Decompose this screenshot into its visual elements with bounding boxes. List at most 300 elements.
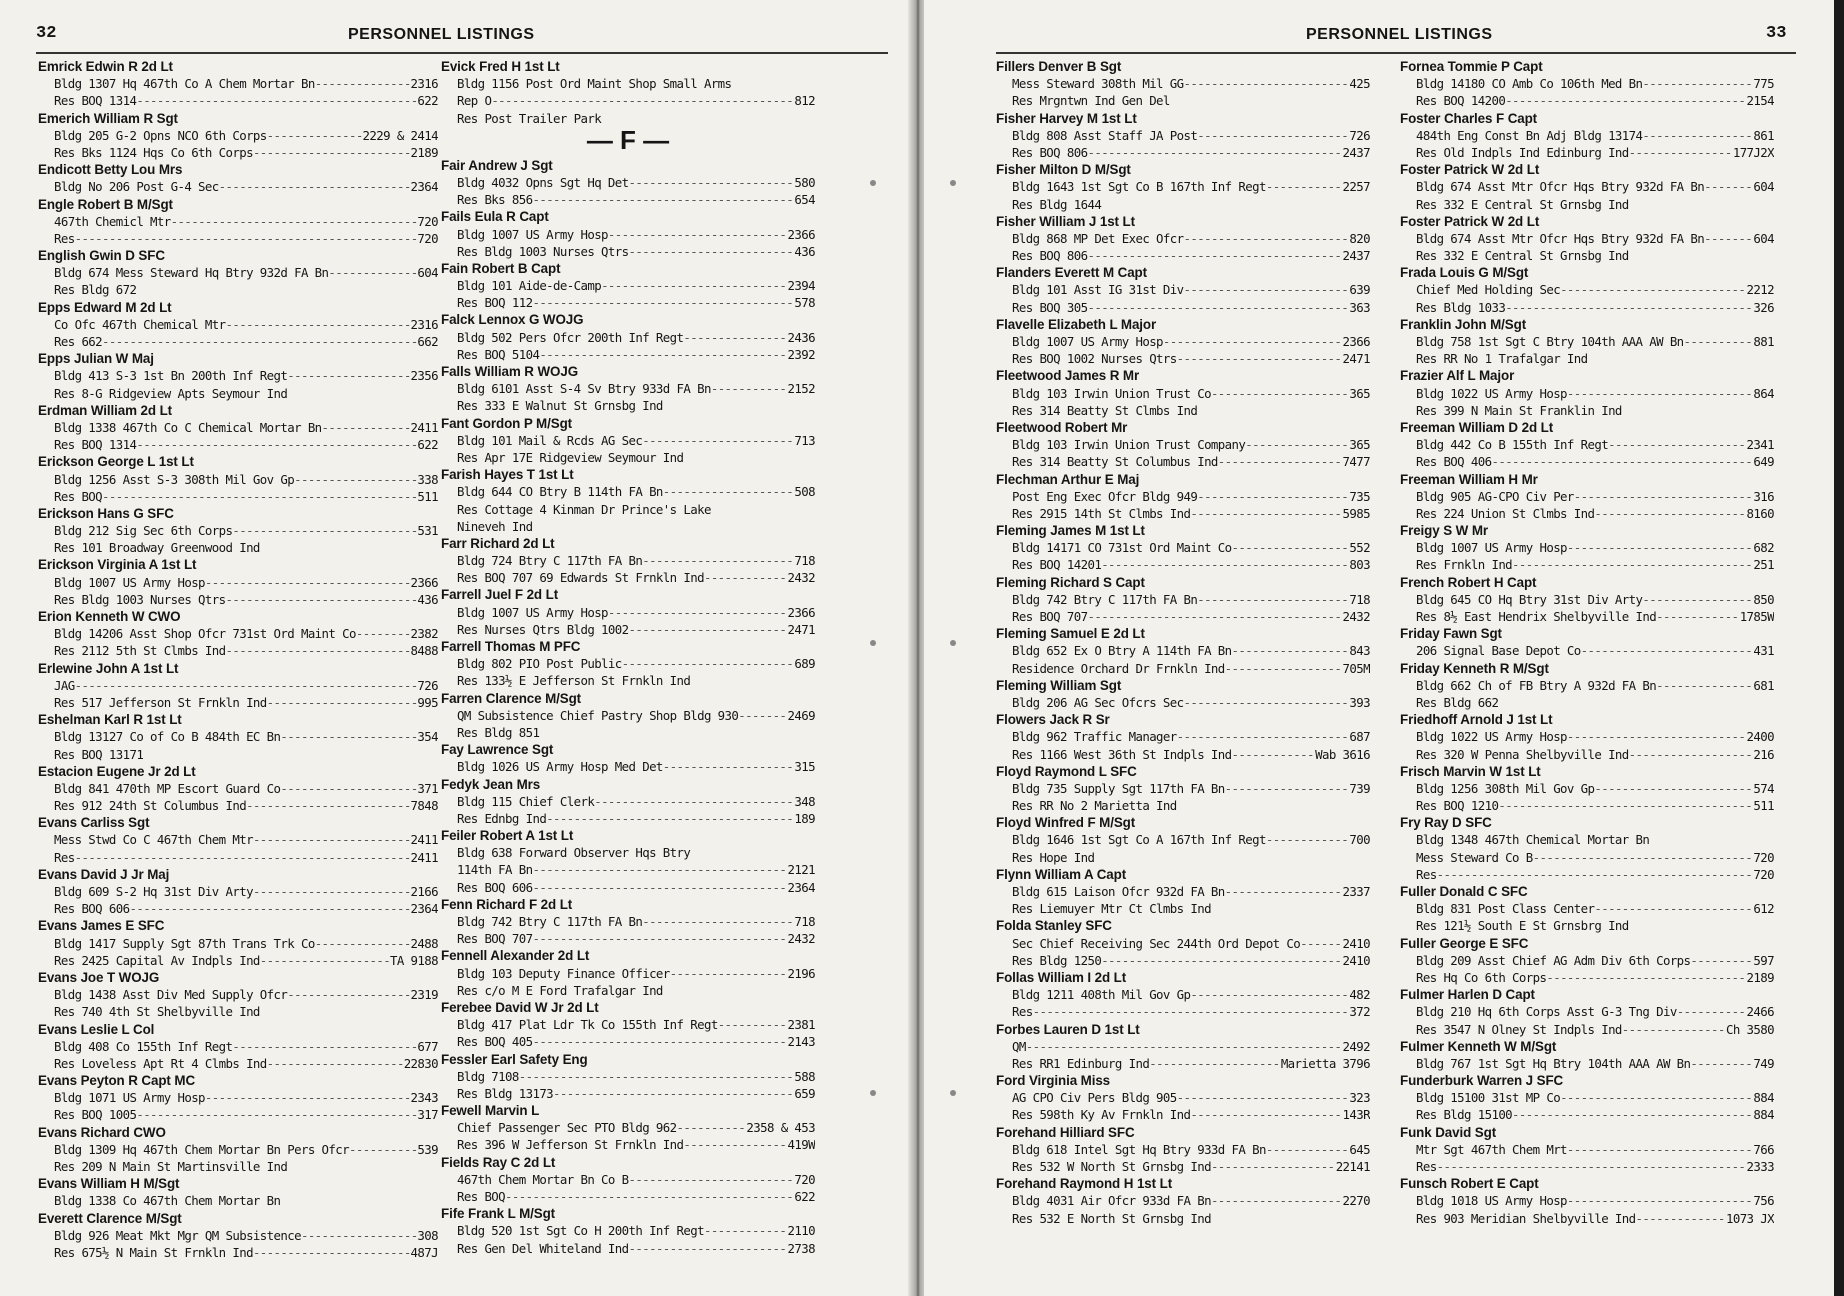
phone-extension: 735 [1349,488,1370,504]
phone-extension: 2166 [410,884,438,899]
entry-text: QM Subsistence Chief Pastry Shop Bldg 930 [457,707,739,723]
entry-text: Res BOQ 1005 [54,1107,137,1123]
listing-name: Fails Eula R Capt [441,209,549,225]
entry-text: Res BOQ [457,1189,506,1204]
dash-leader [1533,849,1754,866]
phone-extension: 884 [1753,1107,1774,1123]
phone-extension: 884 [1753,1090,1774,1106]
listing-entry [1400,969,1774,986]
listing-entry [996,935,1370,952]
dash-leader [1232,746,1316,763]
listing-entry [38,144,438,161]
entry-text: Res BOQ [54,488,103,504]
listing-name: Erlewine John A 1st Lt [38,660,179,676]
listing-entry [1400,1141,1774,1158]
phone-extension: 425 [1349,76,1370,92]
dash-leader [1033,1003,1350,1020]
entry-text: Res 314 Beatty St Columbus Ind [1012,454,1218,470]
listing-entry [996,900,1370,917]
entry-text: Bldg 868 MP Det Exec Ofcr [1012,230,1184,246]
dash-leader [1574,488,1754,505]
phone-extension: 2432 [787,570,815,586]
entry-text: Res Liemuyer Mtr Ct Clmbs Ind [1012,901,1211,917]
dash-leader [1594,780,1753,797]
dash-leader [642,552,794,569]
entry-text: Res 101 Broadway Greenwood Ind [54,540,260,556]
listing-entry [38,213,438,230]
dash-leader [1266,178,1343,195]
listing-name: Fisher Harvey M 1st Lt [996,110,1137,126]
entry-text: Res 740 4th St Shelbyville Ind [54,1004,260,1020]
listing-entry [38,1192,438,1209]
listing-entry [38,728,438,745]
entry-text: Res [54,849,75,865]
entry-text: Bldg 206 AG Sec Ofcrs Sec [1012,694,1184,710]
phone-extension: 317 [417,1107,438,1123]
listing-name: Feiler Robert A 1st Lt [441,828,574,844]
phone-extension: 2392 [787,346,815,362]
listing-entry [1400,591,1774,608]
entry-text: Bldg 1007 US Army Hosp [54,574,205,590]
dash-leader [642,432,794,449]
listing-name: Fenn Richard F 2d Lt [441,896,573,912]
listing-entry [441,380,815,397]
dash-leader [683,1136,787,1153]
dash-leader [1581,642,1754,659]
entry-text: Bldg 4032 Opns Sgt Hq Det [457,174,629,190]
phone-extension: 354 [417,729,438,745]
phone-extension: 622 [417,93,438,109]
entry-text: Nineveh Ind [457,518,533,534]
phone-extension: 2432 [787,931,815,947]
listing-entry [441,724,815,741]
dash-leader [677,1119,747,1136]
phone-extension: TA 9188 [389,952,438,968]
entry-text: Bldg 13127 Co of Co B 484th EC Bn [54,729,281,745]
listing-name: Foster Patrick W 2d Lt [1400,162,1540,178]
entry-text: Res 8-G Ridgeview Apts Seymour Ind [54,385,288,401]
listing-name: Flavelle Elizabeth L Major [996,316,1157,332]
listing-entry [1400,917,1774,934]
listing-entry [996,1038,1370,1055]
entry-text: Res 675½ N Main St Frnkln Ind [54,1244,253,1260]
phone-extension: 2366 [787,226,815,242]
entry-text: Bldg 767 1st Sgt Hq Btry 104th AAA AW Bn [1416,1055,1691,1071]
listing-entry [1400,694,1774,711]
entry-text: Res 2425 Capital Av Indpls Ind [54,952,260,968]
dash-leader [532,930,787,947]
listing-entry [1400,92,1774,109]
entry-text: Bldg 1026 US Army Hosp Med Det [457,759,663,775]
dash-leader [629,1171,795,1188]
dash-leader [1225,660,1343,677]
phone-extension: 365 [1349,385,1370,401]
entry-text: Bldg 413 S-3 1st Bn 200th Inf Regt [54,368,288,384]
listing-name: Erion Kenneth W CWO [38,609,181,624]
entry-text: Bldg 14171 CO 731st Ord Maint Co [1012,540,1232,556]
phone-extension: 812 [794,93,815,109]
entry-text: Res BOQ 707 69 Edwards St Frnkln Ind [457,570,704,586]
listing-entry [38,230,438,247]
listing-entry [996,402,1370,419]
phone-extension: 720 [417,213,438,229]
listing-entry [1400,1021,1774,1038]
dash-leader [136,1106,417,1123]
listing-name: Fant Gordon P M/Sgt [441,415,573,431]
listing-entry [38,952,438,969]
listing-name: Fulmer Kenneth W M/Sgt [1400,1038,1557,1054]
phone-extension: 308 [417,1227,438,1243]
dash-leader [491,92,794,109]
phone-extension: 622 [417,437,438,453]
phone-extension: 864 [1753,385,1774,401]
entry-text: Res Nurses Qtrs Bldg 1002 [457,621,629,637]
listing-name: Fleming Samuel E 2d Lt [996,626,1145,642]
phone-extension: 216 [1753,746,1774,762]
dash-leader [546,810,794,827]
listing-name: Ferebee David W Jr 2d Lt [441,999,599,1015]
listing-name: Fisher William J 1st Lt [996,213,1135,229]
entry-text: Res 2112 5th St Clmbs Ind [54,643,226,659]
listing-entry [1400,402,1774,419]
listing-name: Fillers Denver B Sgt [996,59,1122,74]
phone-extension: 756 [1753,1193,1774,1209]
dash-leader [75,677,418,694]
phone-extension: 2196 [787,965,815,981]
dash-leader [356,625,411,642]
listing-entry [38,900,438,917]
entry-text: Co Ofc 467th Chemical Mtr [54,316,226,332]
listing-entry [1400,642,1774,659]
phone-extension: 720 [417,230,438,246]
listing-entry [38,1106,438,1123]
dash-leader [226,642,411,659]
listing-name: Farren Clarence M/Sgt [441,690,582,706]
entry-text: Res Bldg 15100 [1416,1107,1513,1123]
listing-name: Fair Andrew J Sgt [441,157,553,173]
dash-leader [1704,230,1753,247]
listing-entry [441,913,815,930]
dash-leader [1266,831,1350,848]
listing-entry [441,758,815,775]
dash-leader [1594,505,1746,522]
entry-text: Res Bldg 672 [54,282,137,298]
listing-entry [996,75,1370,92]
listing-name: Falck Lennox G WOJG [441,312,584,328]
dash-leader [1512,1106,1753,1123]
entry-text: Res Bldg 1003 Nurses Qtrs [457,243,629,259]
phone-extension: 2410 [1342,952,1370,968]
listing-entry [441,432,815,449]
listing-name: Everett Clarence M/Sgt [38,1210,182,1226]
phone-extension: 2319 [410,987,438,1003]
phone-extension: 604 [1753,230,1774,246]
dash-leader [532,1033,787,1050]
dash-leader [1184,694,1350,711]
listing-entry [996,746,1370,763]
dash-leader [328,264,417,281]
listing-entry [996,694,1370,711]
dash-leader [1232,539,1350,556]
listing-entry [996,986,1370,1003]
entry-text: Bldg 210 Hq 6th Corps Asst G-3 Tng Div [1416,1004,1677,1020]
entry-text: Res BOQ 5104 [457,346,540,362]
dash-leader [75,849,411,866]
listing-entry [441,346,815,363]
listing-entry [441,1171,815,1188]
listing-entry [441,1016,815,1033]
listing-entry [38,367,438,384]
dash-leader [532,294,794,311]
listing-entry [1400,728,1774,745]
entry-text: Bldg 1256 308th Mil Gov Gp [1416,780,1595,796]
listing-entry [441,1085,815,1102]
phone-extension: 574 [1753,780,1774,796]
phone-extension: 843 [1349,643,1370,659]
phone-extension: 5985 [1342,505,1370,521]
entry-text: Mess Steward Co B [1416,849,1533,865]
listing-name: Follas William I 2d Lt [996,969,1127,985]
listing-name: Funk David Sgt [1400,1124,1497,1140]
dash-leader [136,92,417,109]
dash-leader [1512,556,1753,573]
phone-extension: 539 [417,1141,438,1157]
dash-leader [1546,969,1746,986]
listing-name: Foster Charles F Capt [1400,110,1538,126]
dash-leader [663,483,795,500]
dash-leader [102,488,417,505]
entry-text: Post Eng Exec Ofcr Bldg 949 [1012,488,1198,504]
listing-entry [441,243,815,260]
entry-text: Bldg 520 1st Sgt Co H 200th Inf Regt [457,1223,704,1239]
entry-text: Res BOQ 405 [457,1034,533,1050]
entry-text: Bldg 1307 Hq 467th Co A Chem Mortar Bn [54,76,315,92]
right-page [924,0,1844,1296]
listing-entry [1400,127,1774,144]
dash-leader [301,1227,417,1244]
entry-text: Bldg 115 Chief Clerk [457,793,595,809]
dash-leader [629,243,795,260]
listing-entry [996,883,1370,900]
dash-leader [1642,591,1753,608]
entry-text: Res BOQ 14200 [1416,93,1506,109]
listing-entry [1400,144,1774,161]
entry-text: Bldg 652 Ex O Btry A 114th FA Bn [1012,643,1232,659]
phone-extension: 2364 [787,879,815,895]
entry-text: Bldg 408 Co 155th Inf Regt [54,1038,233,1054]
phone-extension: 775 [1753,76,1774,92]
dash-leader [280,728,417,745]
listing-entry [38,385,438,402]
listing-entry [1400,333,1774,350]
entry-text: Mtr Sgt 467th Chem Mrt [1416,1141,1567,1157]
entry-text: Bldg 1338 Co 467th Chem Mortar Bn [54,1193,281,1209]
entry-text: Res BOQ 305 [1012,299,1088,315]
listing-entry [1400,539,1774,556]
entry-text: Res 517 Jefferson St Frnkln Ind [54,694,267,710]
phone-extension: 2316 [410,316,438,332]
listing-entry [996,127,1370,144]
listing-entry [996,642,1370,659]
phone-extension: 2364 [410,179,438,195]
phone-extension: 677 [417,1038,438,1054]
listing-name: Flanders Everett M Capt [996,265,1147,281]
phone-extension: 7477 [1342,454,1370,470]
phone-extension: 2410 [1342,935,1370,951]
listing-name: Epps Edward M 2d Lt [38,299,172,315]
dash-leader [532,879,787,896]
phone-extension: 8488 [410,643,438,659]
entry-text: Res Hope Ind [1012,849,1095,865]
dash-leader [260,952,390,969]
entry-text: Bldg 103 Irwin Union Trust Company [1012,437,1246,453]
listing-entry [38,488,438,505]
entry-text: Res BOQ 406 [1416,454,1492,470]
phone-extension: 803 [1349,557,1370,573]
listing-name: Erickson Hans G SFC [38,505,174,521]
listing-entry [1400,247,1774,264]
listing-entry [1400,350,1774,367]
phone-extension: 482 [1349,987,1370,1003]
listing-entry [441,1136,815,1153]
phone-extension: 2394 [787,278,815,294]
entry-text: Bldg 831 Post Class Center [1416,901,1595,917]
listing-name: Farish Hayes T 1st Lt [441,467,574,483]
listing-entry [1400,281,1774,298]
phone-extension: 7848 [410,798,438,814]
phone-extension: 1073 JX [1725,1210,1774,1226]
listing-name: Fulmer Harlen D Capt [1400,987,1535,1003]
listing-entry [38,178,438,195]
listing-entry [1400,1003,1774,1020]
listing-entry [1400,780,1774,797]
phone-extension: 687 [1349,729,1370,745]
entry-text: Bldg 1022 US Army Hosp [1416,385,1567,401]
listing-entry [38,1089,438,1106]
listing-entry [38,333,438,350]
entry-text: Bldg 1007 US Army Hosp [457,604,608,620]
listing-name: Flowers Jack R Sr [996,712,1110,728]
entry-text: Bldg 101 Mail & Rcds AG Sec [457,432,643,448]
listing-entry [996,556,1370,573]
entry-text: Bldg 662 Ch of FB Btry A 932d FA Bn [1416,677,1657,693]
dash-leader [704,569,788,586]
listing-entry [38,1038,438,1055]
entry-text: Bldg No 206 Post G-4 Sec [54,179,219,195]
phone-extension: 315 [794,759,815,775]
listing-entry [441,965,815,982]
phone-extension: 597 [1753,952,1774,968]
phone-extension: 705M [1342,660,1370,676]
listing-entry [996,299,1370,316]
listing-entry [38,264,438,281]
dash-leader [594,793,794,810]
dash-leader [1163,333,1343,350]
dash-leader [1266,1141,1350,1158]
listing-entry [1400,505,1774,522]
listing-entry [441,1119,815,1136]
phone-extension: 2432 [1342,609,1370,624]
phone-extension: 338 [417,471,438,487]
entry-text: Bldg 442 Co B 155th Inf Regt [1416,437,1609,453]
dash-leader [608,604,788,621]
dash-leader [322,419,411,436]
phone-extension: 2411 [410,419,438,435]
dash-leader [1505,299,1753,316]
binder-hole [950,180,956,186]
dash-leader [704,1222,788,1239]
entry-text: Bldg 1018 US Army Hosp [1416,1193,1567,1209]
entry-text: Res 912 24th St Columbus Ind [54,798,247,814]
phone-extension: 2270 [1342,1193,1370,1209]
listing-entry [38,625,438,642]
listing-name: Evans Richard CWO [38,1124,166,1140]
phone-extension: 861 [1753,127,1774,143]
entry-text: Bldg 205 G-2 Opns NCO 6th Corps [54,127,267,143]
listing-entry [441,1188,815,1205]
phone-extension: 2110 [787,1223,815,1239]
entry-text: Res Ednbg Ind [457,810,547,826]
phone-extension: 2466 [1746,1004,1774,1020]
entry-text: Res [1012,1004,1033,1020]
phone-extension: 2738 [787,1240,815,1256]
listing-column-2 [441,58,815,1257]
phone-extension: 726 [417,677,438,693]
dash-leader [1177,728,1350,745]
entry-text: Res 332 E Central St Grnsbg Ind [1416,196,1629,212]
phone-extension: 371 [417,780,438,796]
listing-entry [441,501,815,518]
listing-entry [441,483,815,500]
entry-text: Res RR No 1 Trafalgar Ind [1416,351,1588,367]
dash-leader [1101,556,1349,573]
listing-name: Emerich William R Sgt [38,110,178,126]
entry-text: Bldg 962 Traffic Manager [1012,729,1177,745]
phone-extension: 2382 [410,626,438,642]
listing-entry [38,591,438,608]
scan-edge [1834,0,1844,1296]
phone-extension: 881 [1753,334,1774,349]
listing-entry [996,350,1370,367]
entry-text: Res 662 [54,334,103,349]
phone-extension: 850 [1753,591,1774,607]
entry-text: Bldg 802 PIO Post Public [457,656,622,672]
dash-leader [1642,127,1753,144]
listing-entry [441,174,815,191]
phone-extension: 508 [794,484,815,500]
listing-entry [996,247,1370,264]
listing-entry [996,1106,1370,1123]
listing-name: Estacion Eugene Jr 2d Lt [38,763,196,779]
listing-name: Frada Louis G M/Sgt [1400,265,1529,281]
listing-entry [441,329,815,346]
entry-text: Bldg 1438 Asst Div Med Supply Ofcr [54,987,288,1003]
entry-text: Bldg 674 Mess Steward Hq Btry 932d FA Bn [54,265,329,281]
listing-entry [38,574,438,591]
section-letter-heading: — F — [586,124,670,155]
listing-entry [38,127,438,144]
phone-extension: 511 [417,488,438,504]
listing-entry [441,1068,815,1085]
listing-entry [996,333,1370,350]
listing-entry [996,728,1370,745]
entry-text: Bldg 609 S-2 Hq 31st Div Arty [54,884,253,899]
listing-name: Forbes Lauren D 1st Lt [996,1021,1140,1037]
listing-entry [38,419,438,436]
entry-text: Res BOQ 606 [54,901,130,917]
listing-name: Fields Ray C 2d Lt [441,1154,556,1170]
phone-extension: 580 [794,174,815,190]
